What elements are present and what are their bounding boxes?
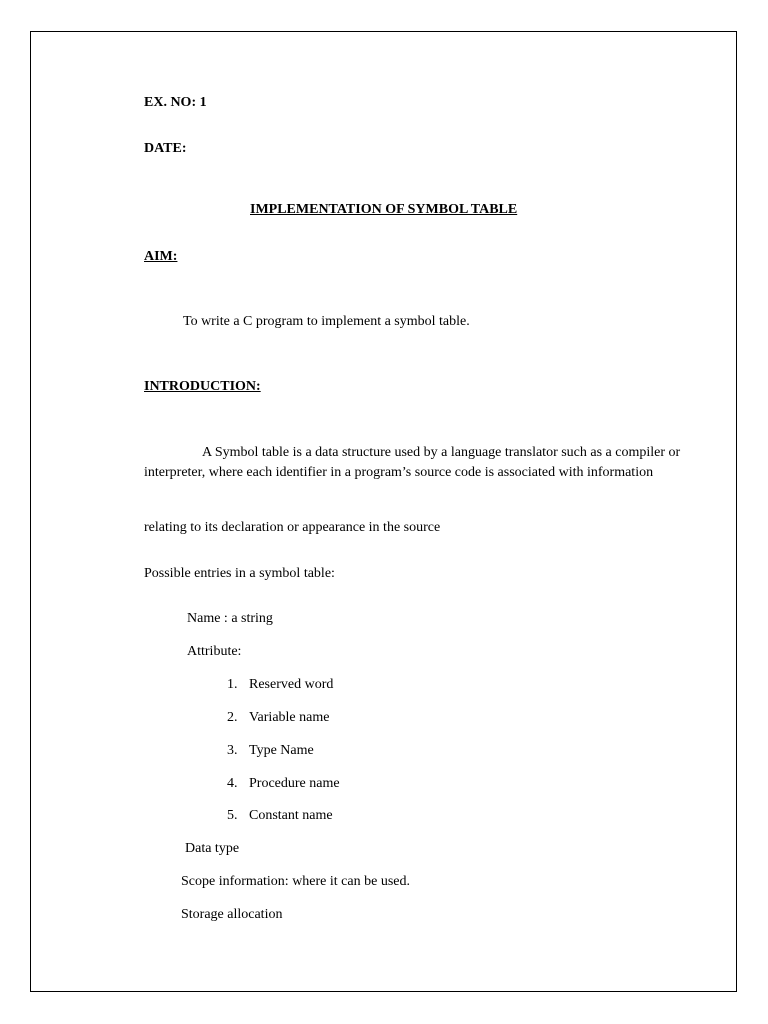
list-item-number: 4. xyxy=(227,776,238,791)
attribute-label: Attribute: xyxy=(187,644,242,659)
list-item-number: 2. xyxy=(227,710,238,725)
name-entry: Name : a string xyxy=(187,611,273,626)
introduction-paragraph-text: A Symbol table is a data structure used by a language translator such as a compiler or interpreter, where each identifier in a program’s source code is associated with information xyxy=(144,445,681,480)
entries-intro: Possible entries in a symbol table: xyxy=(144,566,335,581)
data-type-entry: Data type xyxy=(185,841,240,856)
list-item-label: Constant name xyxy=(249,808,333,823)
aim-heading: AIM: xyxy=(144,249,178,264)
list-item xyxy=(227,709,330,727)
introduction-paragraph-line2: relating to its declaration or appearance in the source xyxy=(144,520,441,535)
list-item-label: Type Name xyxy=(249,743,314,758)
list-item xyxy=(227,807,333,825)
list-item-label: Variable name xyxy=(249,710,330,725)
list-item xyxy=(227,742,314,760)
introduction-heading: INTRODUCTION: xyxy=(144,379,261,394)
exercise-number: EX. NO: 1 xyxy=(144,95,207,110)
scope-entry: Scope information: where it can be used. xyxy=(181,874,410,889)
list-item xyxy=(227,775,340,793)
list-item-label: Reserved word xyxy=(249,677,334,692)
list-item-number: 1. xyxy=(227,677,238,692)
list-item-number: 3. xyxy=(227,743,238,758)
date-label: DATE: xyxy=(144,141,187,156)
page-border xyxy=(30,31,737,992)
list-item-label: Procedure name xyxy=(249,776,340,791)
list-item xyxy=(227,676,334,694)
aim-text: To write a C program to implement a symbol table. xyxy=(183,314,470,329)
storage-entry: Storage allocation xyxy=(181,907,283,922)
page-title: IMPLEMENTATION OF SYMBOL TABLE xyxy=(250,202,518,217)
introduction-paragraph xyxy=(144,443,692,483)
list-item-number: 5. xyxy=(227,808,238,823)
